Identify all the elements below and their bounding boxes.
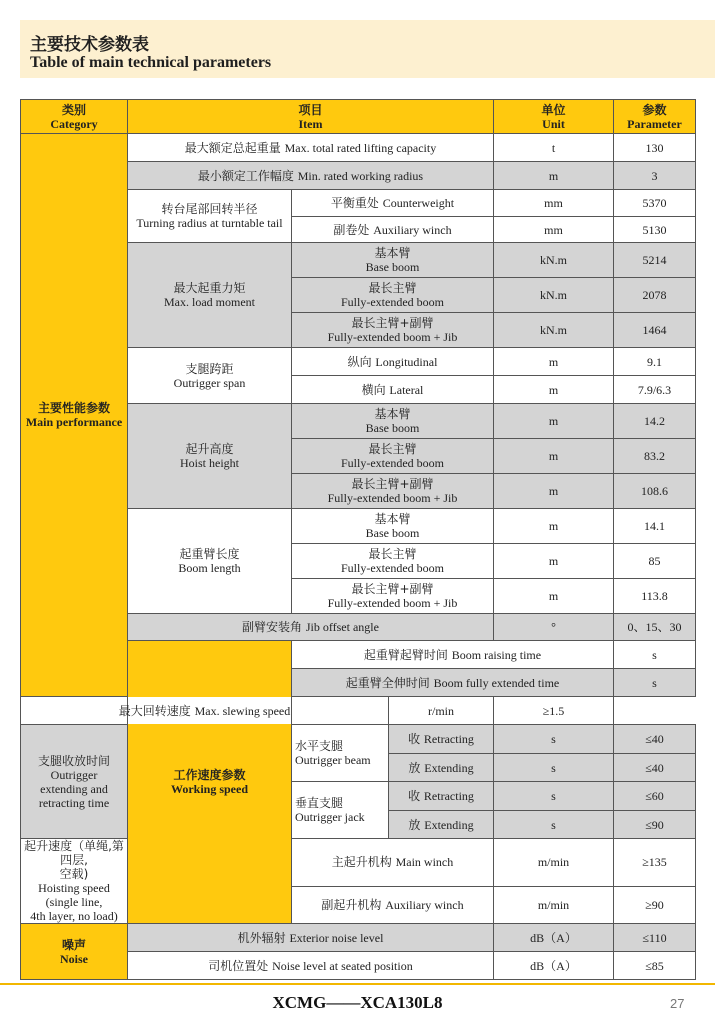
- max-capacity-label: 最大额定总起重量 Max. total rated lifting capacity: [128, 134, 494, 162]
- value-cell: 108.6: [614, 474, 696, 509]
- unit-cell: m: [494, 579, 614, 614]
- unit-cell: dB（A）: [494, 952, 614, 980]
- section-main-performance: 主要性能参数 Main performance: [21, 134, 128, 697]
- seated-noise-label: 司机位置处 Noise level at seated position: [128, 952, 494, 980]
- unit-cell: °: [494, 614, 614, 641]
- boom-length-label: 起重臂长度 Boom length: [128, 509, 292, 614]
- value-cell: 3: [614, 162, 696, 190]
- unit-cell: s: [494, 782, 614, 811]
- unit-cell: m: [494, 348, 614, 376]
- unit-cell: mm: [494, 217, 614, 243]
- jib-boom-label: 最长主臂+副臂 Fully-extended boom + Jib: [292, 579, 494, 614]
- section-working-speed: 工作速度参数 Working speed: [128, 641, 292, 924]
- unit-cell: t: [494, 134, 614, 162]
- col-item: 项目 Item: [128, 100, 494, 134]
- unit-cell: m: [494, 404, 614, 439]
- tail-radius-label: 转台尾部回转半径 Turning radius at turntable tail: [128, 190, 292, 243]
- value-cell: 5130: [614, 217, 696, 243]
- unit-cell: s: [494, 754, 614, 782]
- unit-cell: r/min: [389, 697, 494, 725]
- lateral-label: 横向 Lateral: [292, 376, 494, 404]
- full-boom-label: 最长主臂 Fully-extended boom: [292, 544, 494, 579]
- base-boom-label: 基本臂 Base boom: [292, 404, 494, 439]
- full-boom-label: 最长主臂 Fully-extended boom: [292, 278, 494, 313]
- unit-cell: m: [494, 509, 614, 544]
- unit-cell: s: [494, 725, 614, 754]
- exterior-noise-label: 机外辐射 Exterior noise level: [128, 924, 494, 952]
- hoist-speed-label: 起升速度（单绳,第四层, 空载) Hoisting speed (single line, 4th layer, no load): [21, 839, 128, 924]
- longitudinal-label: 纵向 Longitudinal: [292, 348, 494, 376]
- unit-cell: m/min: [494, 839, 614, 887]
- value-cell: ≤40: [614, 725, 696, 754]
- load-moment-label: 最大起重力矩 Max. load moment: [128, 243, 292, 348]
- value-cell: 0、15、30: [614, 614, 696, 641]
- unit-cell: m: [494, 474, 614, 509]
- col-category: 类别 Category: [21, 100, 128, 134]
- min-radius-label: 最小额定工作幅度 Min. rated working radius: [128, 162, 494, 190]
- page-title-cn: 主要技术参数表: [30, 35, 149, 55]
- base-boom-label: 基本臂 Base boom: [292, 243, 494, 278]
- value-cell: 85: [614, 544, 696, 579]
- outrigger-span-label: 支腿跨距 Outrigger span: [128, 348, 292, 404]
- unit-cell: kN.m: [494, 313, 614, 348]
- jack-extend-label: 放 Extending: [389, 811, 494, 839]
- beam-retract-label: 收 Retracting: [389, 725, 494, 754]
- jib-boom-label: 最长主臂+副臂 Fully-extended boom + Jib: [292, 474, 494, 509]
- aux-winch-label: 副卷处 Auxiliary winch: [292, 217, 494, 243]
- value-cell: ≥90: [614, 886, 696, 923]
- col-parameter: 参数 Parameter: [614, 100, 696, 134]
- unit-cell: dB（A）: [494, 924, 614, 952]
- table-row: [21, 924, 696, 952]
- value-cell: 113.8: [614, 579, 696, 614]
- jib-offset-label: 副臂安装角 Jib offset angle: [128, 614, 494, 641]
- aux-winch-speed-label: 副起升机构 Auxiliary winch: [292, 886, 494, 923]
- jack-retract-label: 收 Retracting: [389, 782, 494, 811]
- counterweight-label: 平衡重处 Counterweight: [292, 190, 494, 217]
- footer-model: XCMG——XCA130L8: [272, 993, 443, 1012]
- unit-cell: mm: [494, 190, 614, 217]
- page-title-en: Table of main technical parameters: [30, 54, 272, 71]
- value-cell: ≤110: [614, 924, 696, 952]
- unit-cell: m: [494, 162, 614, 190]
- col-unit: 单位 Unit: [494, 100, 614, 134]
- page-number: 27: [670, 996, 685, 1011]
- unit-cell: s: [494, 811, 614, 839]
- value-cell: 5370: [614, 190, 696, 217]
- value-cell: 5214: [614, 243, 696, 278]
- table-header-row: [21, 100, 696, 134]
- unit-cell: m/min: [494, 886, 614, 923]
- value-cell: ≤40: [614, 754, 696, 782]
- main-winch-label: 主起升机构 Main winch: [292, 839, 494, 887]
- unit-cell: s: [614, 641, 696, 669]
- unit-cell: kN.m: [494, 243, 614, 278]
- value-cell: 14.1: [614, 509, 696, 544]
- outrigger-beam-label: 水平支腿 Outrigger beam: [292, 725, 389, 782]
- value-cell: ≤60: [614, 782, 696, 811]
- value-cell: ≥135: [614, 839, 696, 887]
- unit-cell: s: [614, 669, 696, 697]
- value-cell: 2078: [614, 278, 696, 313]
- value-cell: ≤90: [614, 811, 696, 839]
- value-cell: 1464: [614, 313, 696, 348]
- unit-cell: kN.m: [494, 278, 614, 313]
- outrigger-jack-label: 垂直支腿 Outrigger jack: [292, 782, 389, 839]
- full-boom-label: 最长主臂 Fully-extended boom: [292, 439, 494, 474]
- value-cell: ≥1.5: [494, 697, 614, 725]
- footer-divider: [0, 983, 715, 985]
- table-row: [21, 839, 696, 887]
- outrigger-time-label: 支腿收放时间Outrigger extending and retracting time: [21, 725, 128, 839]
- jib-boom-label: 最长主臂+副臂 Fully-extended boom + Jib: [292, 313, 494, 348]
- boom-extend-label: 起重臂全伸时间 Boom fully extended time: [292, 669, 614, 697]
- unit-cell: m: [494, 439, 614, 474]
- value-cell: 14.2: [614, 404, 696, 439]
- table-row: [21, 697, 696, 725]
- unit-cell: m: [494, 376, 614, 404]
- value-cell: 7.9/6.3: [614, 376, 696, 404]
- value-cell: 9.1: [614, 348, 696, 376]
- unit-cell: m: [494, 544, 614, 579]
- hoist-height-label: 起升高度 Hoist height: [128, 404, 292, 509]
- value-cell: 130: [614, 134, 696, 162]
- slewing-speed-label: 最大回转速度 Max. slewing speed: [21, 697, 389, 725]
- boom-raising-label: 起重臂起臂时间 Boom raising time: [292, 641, 614, 669]
- value-cell: ≤85: [614, 952, 696, 980]
- value-cell: 83.2: [614, 439, 696, 474]
- spec-table: [20, 99, 696, 980]
- base-boom-label: 基本臂 Base boom: [292, 509, 494, 544]
- table-row: [21, 134, 696, 162]
- table-row: [21, 725, 696, 754]
- section-noise: 噪声 Noise: [21, 924, 128, 980]
- beam-extend-label: 放 Extending: [389, 754, 494, 782]
